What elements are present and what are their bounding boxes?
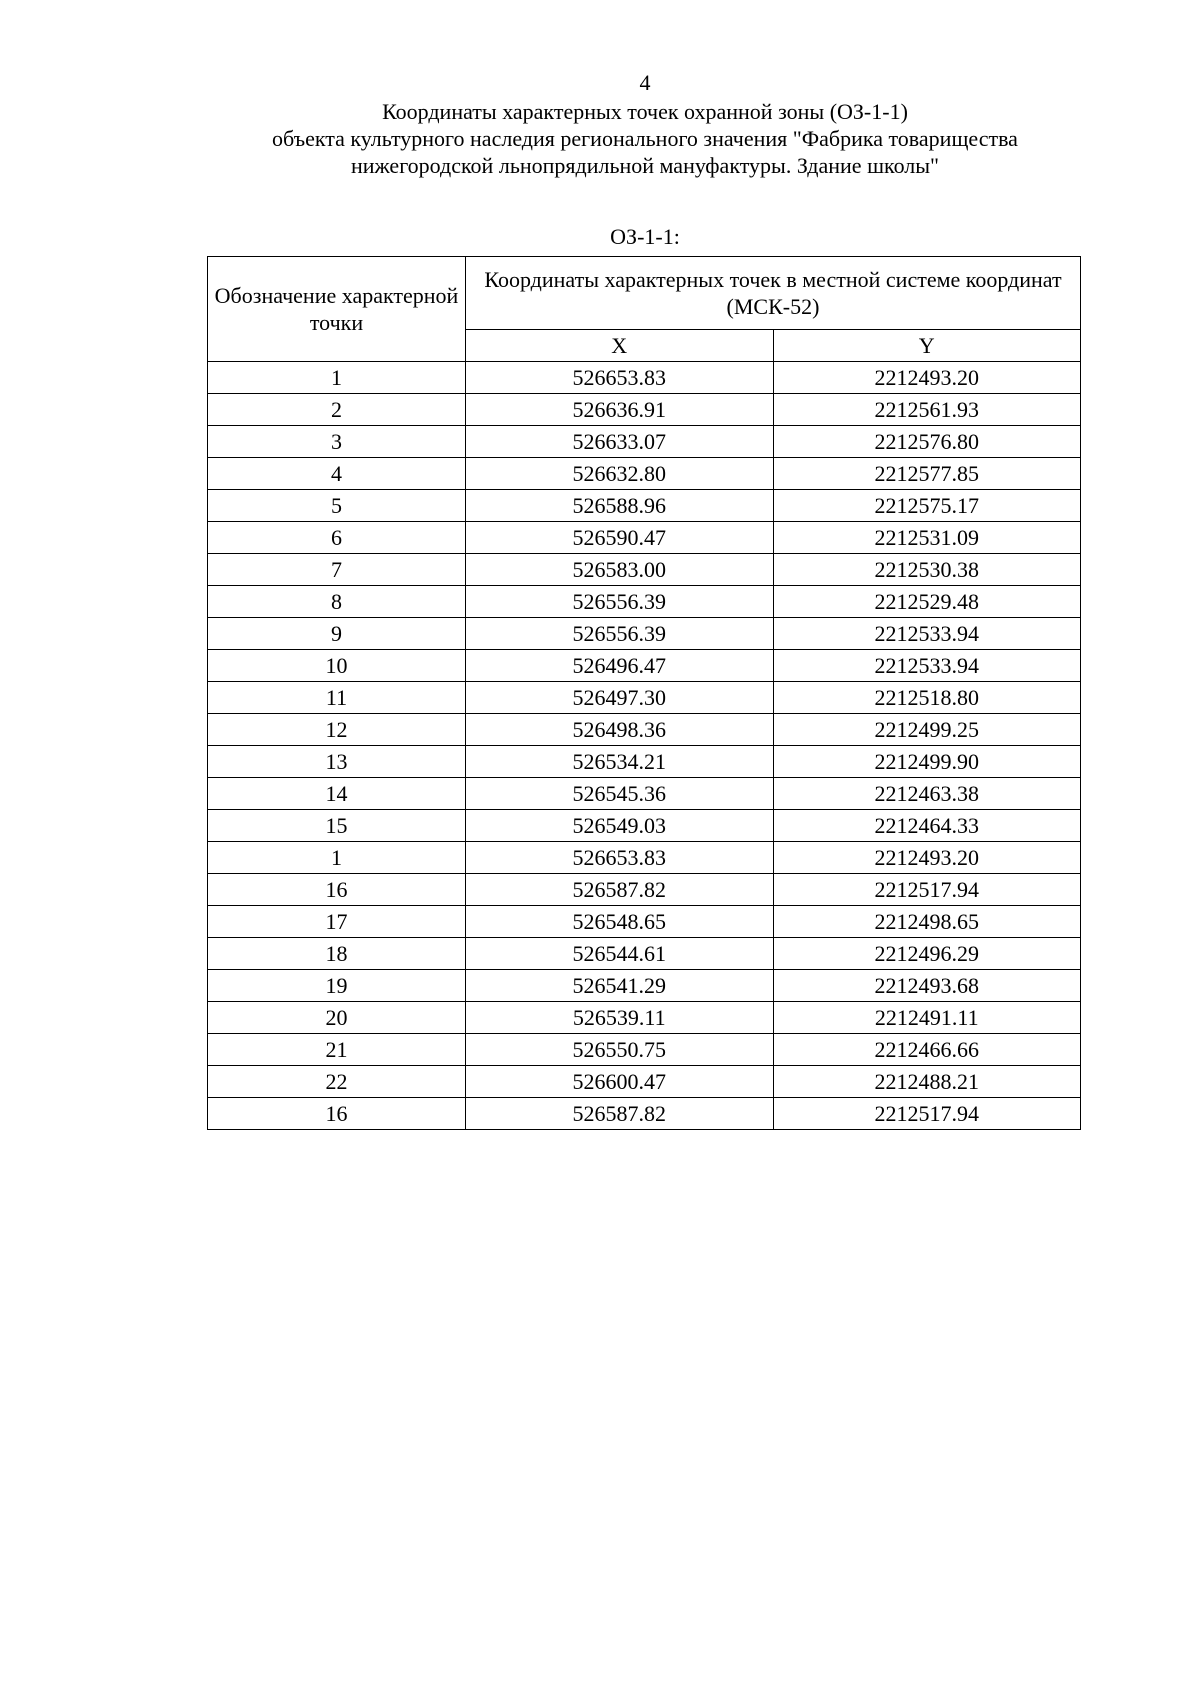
title-line-1: Координаты характерных точек охранной зоны (ОЗ-1-1) bbox=[382, 99, 908, 124]
table-row bbox=[208, 778, 1081, 810]
cell-x: 526653.83 bbox=[466, 362, 774, 394]
page-number: 4 bbox=[639, 70, 651, 95]
table-row bbox=[208, 554, 1081, 586]
cell-y: 2212561.93 bbox=[773, 394, 1081, 426]
cell-x: 526545.36 bbox=[466, 778, 774, 810]
cell-y: 2212529.48 bbox=[773, 586, 1081, 618]
title-line-3: нижегородской льнопрядильной мануфактуры. Здание школы" bbox=[350, 153, 940, 178]
header-row-top bbox=[208, 257, 1081, 330]
document-title bbox=[0, 98, 1200, 179]
table-row bbox=[208, 1034, 1081, 1066]
title-line-2: объекта культурного наследия регионального значения "Фабрика товарищества bbox=[272, 126, 1018, 151]
cell-point: 22 bbox=[208, 1066, 466, 1098]
table-row bbox=[208, 522, 1081, 554]
cell-point: 12 bbox=[208, 714, 466, 746]
cell-y: 2212464.33 bbox=[773, 810, 1081, 842]
cell-x: 526653.83 bbox=[466, 842, 774, 874]
cell-y: 2212499.25 bbox=[773, 714, 1081, 746]
cell-y: 2212517.94 bbox=[773, 874, 1081, 906]
cell-y: 2212493.68 bbox=[773, 970, 1081, 1002]
cell-point: 19 bbox=[208, 970, 466, 1002]
cell-point: 1 bbox=[208, 842, 466, 874]
cell-point: 8 bbox=[208, 586, 466, 618]
cell-y: 2212498.65 bbox=[773, 906, 1081, 938]
cell-x: 526496.47 bbox=[466, 650, 774, 682]
cell-y: 2212531.09 bbox=[773, 522, 1081, 554]
table-row bbox=[208, 746, 1081, 778]
cell-x: 526550.75 bbox=[466, 1034, 774, 1066]
table-row bbox=[208, 650, 1081, 682]
cell-point: 16 bbox=[208, 874, 466, 906]
cell-point: 21 bbox=[208, 1034, 466, 1066]
cell-x: 526587.82 bbox=[466, 874, 774, 906]
cell-y: 2212533.94 bbox=[773, 618, 1081, 650]
cell-point: 10 bbox=[208, 650, 466, 682]
cell-point: 6 bbox=[208, 522, 466, 554]
cell-x: 526549.03 bbox=[466, 810, 774, 842]
cell-y: 2212517.94 bbox=[773, 1098, 1081, 1130]
cell-point: 15 bbox=[208, 810, 466, 842]
cell-y: 2212488.21 bbox=[773, 1066, 1081, 1098]
cell-point: 13 bbox=[208, 746, 466, 778]
cell-point: 2 bbox=[208, 394, 466, 426]
cell-point: 4 bbox=[208, 458, 466, 490]
coordinates-table bbox=[207, 256, 1081, 1130]
header-coordinates-group: Координаты характерных точек в местной системе координат (МСК-52) bbox=[466, 257, 1081, 330]
cell-point: 9 bbox=[208, 618, 466, 650]
table-row bbox=[208, 874, 1081, 906]
cell-point: 1 bbox=[208, 362, 466, 394]
cell-point: 11 bbox=[208, 682, 466, 714]
cell-x: 526497.30 bbox=[466, 682, 774, 714]
cell-point: 3 bbox=[208, 426, 466, 458]
cell-y: 2212576.80 bbox=[773, 426, 1081, 458]
cell-y: 2212518.80 bbox=[773, 682, 1081, 714]
cell-x: 526590.47 bbox=[466, 522, 774, 554]
cell-x: 526588.96 bbox=[466, 490, 774, 522]
table-row bbox=[208, 1066, 1081, 1098]
zone-label: ОЗ-1-1: bbox=[610, 224, 680, 249]
cell-x: 526541.29 bbox=[466, 970, 774, 1002]
cell-point: 20 bbox=[208, 1002, 466, 1034]
cell-x: 526556.39 bbox=[466, 618, 774, 650]
table-row bbox=[208, 394, 1081, 426]
table-row bbox=[208, 1098, 1081, 1130]
table-row bbox=[208, 810, 1081, 842]
cell-y: 2212533.94 bbox=[773, 650, 1081, 682]
cell-point: 7 bbox=[208, 554, 466, 586]
table-row bbox=[208, 586, 1081, 618]
cell-point: 14 bbox=[208, 778, 466, 810]
table-row bbox=[208, 938, 1081, 970]
cell-x: 526544.61 bbox=[466, 938, 774, 970]
cell-x: 526539.11 bbox=[466, 1002, 774, 1034]
table-row bbox=[208, 906, 1081, 938]
cell-y: 2212491.11 bbox=[773, 1002, 1081, 1034]
cell-x: 526583.00 bbox=[466, 554, 774, 586]
table-row bbox=[208, 426, 1081, 458]
table-row bbox=[208, 458, 1081, 490]
cell-x: 526534.21 bbox=[466, 746, 774, 778]
cell-y: 2212493.20 bbox=[773, 842, 1081, 874]
cell-y: 2212463.38 bbox=[773, 778, 1081, 810]
table-row bbox=[208, 842, 1081, 874]
cell-y: 2212493.20 bbox=[773, 362, 1081, 394]
cell-x: 526632.80 bbox=[466, 458, 774, 490]
header-point-designation: Обозначение характерной точки bbox=[208, 257, 466, 362]
cell-x: 526548.65 bbox=[466, 906, 774, 938]
table-row bbox=[208, 362, 1081, 394]
cell-x: 526636.91 bbox=[466, 394, 774, 426]
header-y: Y bbox=[773, 330, 1081, 362]
cell-y: 2212577.85 bbox=[773, 458, 1081, 490]
table-row bbox=[208, 618, 1081, 650]
cell-x: 526587.82 bbox=[466, 1098, 774, 1130]
table-row bbox=[208, 1002, 1081, 1034]
cell-x: 526633.07 bbox=[466, 426, 774, 458]
header-x: X bbox=[466, 330, 774, 362]
table-body bbox=[208, 362, 1081, 1130]
cell-point: 17 bbox=[208, 906, 466, 938]
cell-x: 526600.47 bbox=[466, 1066, 774, 1098]
table-row bbox=[208, 714, 1081, 746]
cell-y: 2212466.66 bbox=[773, 1034, 1081, 1066]
cell-y: 2212499.90 bbox=[773, 746, 1081, 778]
cell-x: 526556.39 bbox=[466, 586, 774, 618]
table-header bbox=[208, 257, 1081, 362]
cell-y: 2212530.38 bbox=[773, 554, 1081, 586]
cell-y: 2212575.17 bbox=[773, 490, 1081, 522]
table-row bbox=[208, 682, 1081, 714]
cell-x: 526498.36 bbox=[466, 714, 774, 746]
cell-point: 5 bbox=[208, 490, 466, 522]
cell-point: 16 bbox=[208, 1098, 466, 1130]
cell-point: 18 bbox=[208, 938, 466, 970]
table-row bbox=[208, 970, 1081, 1002]
cell-y: 2212496.29 bbox=[773, 938, 1081, 970]
table-row bbox=[208, 490, 1081, 522]
